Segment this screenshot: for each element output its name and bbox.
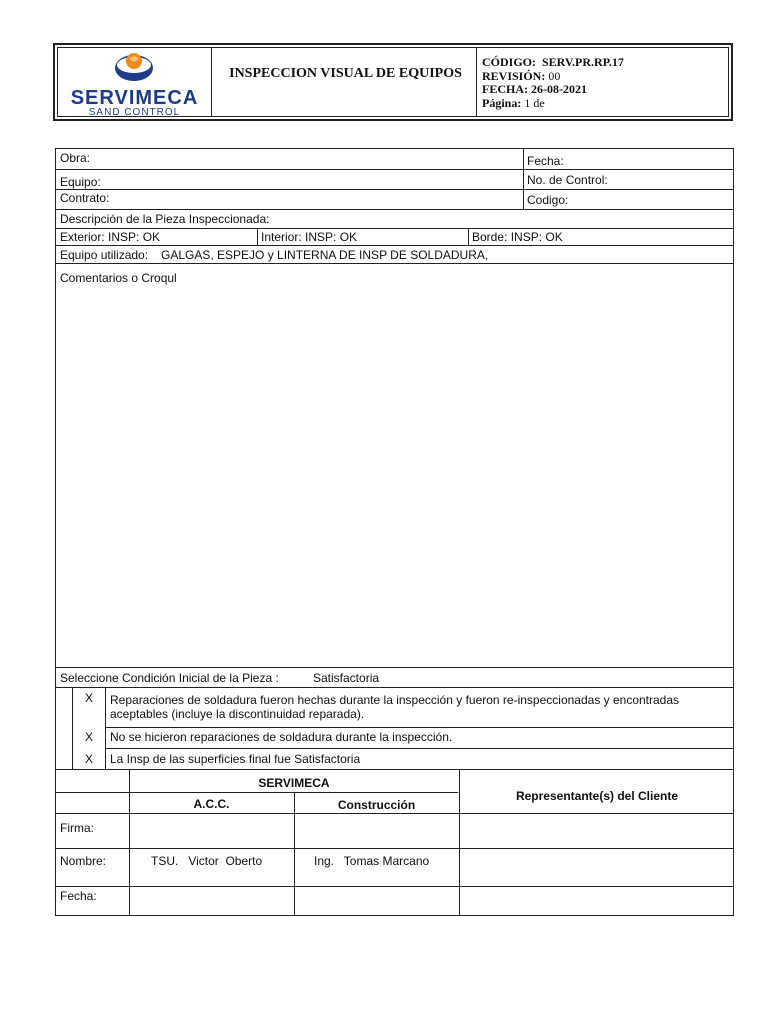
codigo-label: CÓDIGO:	[482, 55, 536, 69]
equipo-utilizado-value: GALGAS, ESPEJO y LINTERNA DE INSP DE SOLDADURA,	[161, 248, 489, 262]
acc-header: A.C.C.	[193, 797, 230, 811]
contrato-label: Contrato:	[60, 191, 110, 205]
document-meta	[482, 56, 624, 110]
comentarios-label: Comentarios o Croqul	[60, 271, 177, 285]
firma-label: Firma:	[60, 821, 94, 835]
construccion-header: Construcción	[337, 798, 416, 812]
nombre-label: Nombre:	[60, 854, 107, 868]
check-text: La Insp de las superficies final fue Satisfactoria	[110, 752, 361, 766]
check-mark: X	[85, 752, 94, 766]
company-logo	[58, 48, 211, 120]
interior-field: Interior: INSP: OK	[261, 230, 358, 244]
exterior-field: Exterior: INSP: OK	[60, 230, 161, 244]
check-mark: X	[85, 730, 94, 744]
document-title: INSPECCION VISUAL DE EQUIPOS	[229, 66, 462, 81]
inspection-form	[55, 148, 734, 916]
signature-company: SERVIMECA	[258, 776, 330, 790]
fecha-doc-value: 26-08-2021	[531, 82, 587, 96]
pagina-value: 1 de	[524, 95, 545, 110]
acc-nombre: TSU. Victor Oberto	[151, 854, 263, 868]
fecha-firma-label: Fecha:	[60, 889, 97, 903]
pagina-label: Página:	[482, 95, 522, 110]
revision-label: REVISIÓN:	[482, 68, 546, 83]
construccion-nombre: Ing. Tomas Marcano	[314, 854, 430, 868]
descripcion-label: Descripción de la Pieza Inspeccionada:	[60, 212, 270, 226]
check-text: Reparaciones de soldadura fueron hechas durante la inspección y fueron re-inspeccionadas y encontradas aceptables (incluye la discontinuidad reparada).	[110, 693, 680, 721]
codigo-value: SERV.PR.RP.17	[542, 55, 624, 69]
cliente-header: Representante(s) del Cliente	[515, 789, 679, 803]
revision-value: 00	[548, 68, 561, 83]
company-subtitle: SAND CONTROL	[88, 107, 181, 118]
check-mark: X	[85, 691, 94, 705]
fecha-label: Fecha:	[527, 154, 564, 168]
borde-field: Borde: INSP: OK	[472, 230, 563, 244]
fecha-doc-label: FECHA:	[482, 82, 528, 96]
condicion-value: Satisfactoria	[313, 671, 380, 685]
check-text: No se hicieron reparaciones de soldadura durante la inspección.	[110, 730, 453, 744]
condicion-label: Seleccione Condición Inicial de la Pieza :	[60, 671, 279, 685]
company-name: SERVIMECA	[70, 87, 199, 109]
codigo-label-field: Codigo:	[527, 193, 569, 207]
equipo-utilizado-label: Equipo utilizado:	[60, 248, 149, 262]
equipo-label: Equipo:	[60, 175, 101, 189]
control-label: No. de Control:	[527, 173, 608, 187]
document-header	[53, 43, 733, 121]
obra-label: Obra:	[60, 151, 91, 165]
